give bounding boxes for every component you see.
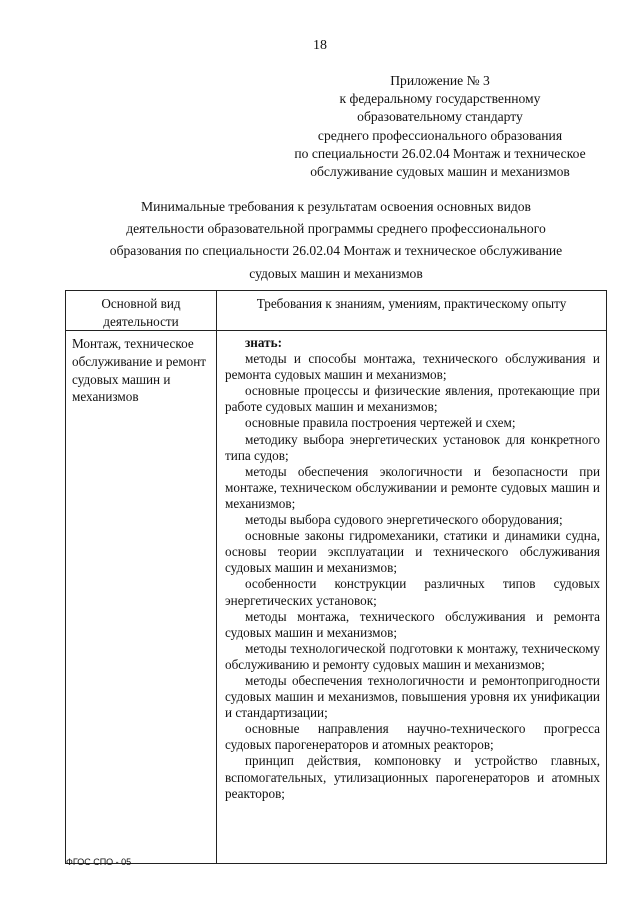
knowledge-item: основные законы гидромеханики, статики и динамики судна, основы теории эксплуатации и технического обслуживания судовых машин и механизмов; <box>225 528 600 576</box>
knowledge-item: методы технологической подготовки к монтажу, техническому обслуживанию и ремонту судовых машин и механизмов; <box>225 640 600 672</box>
knowledge-list <box>217 331 606 802</box>
page-number: 18 <box>313 38 327 53</box>
knowledge-item: методы и способы монтажа, технического обслуживания и ремонта судовых машин и механизмов; <box>225 351 600 383</box>
table-row <box>66 331 607 864</box>
knowledge-item: методы монтажа, технического обслуживания и ремонта судовых машин и механизмов; <box>225 608 600 640</box>
knowledge-item: методы обеспечения экологичности и безопасности при монтаже, техническом обслуживании и ремонте судовых машин и механизмов; <box>225 463 600 511</box>
appendix-line: образовательному стандарту <box>357 109 523 125</box>
appendix-line: обслуживание судовых машин и механизмов <box>310 164 570 180</box>
knowledge-item: методы обеспечения технологичности и ремонтопригодности судовых машин и механизмов, повышения уровня их унификации и стандартизации; <box>225 672 600 721</box>
activity-cell: Монтаж, техническое обслуживание и ремонт судовых машин и механизмов <box>66 331 217 864</box>
footer-code: ФГОС СПО - 05 <box>66 857 132 867</box>
appendix-line: по специальности 26.02.04 Монтаж и техническое <box>294 145 586 161</box>
knowledge-item: особенности конструкции различных типов судовых энергетических установок; <box>225 576 600 608</box>
appendix-line: к федеральному государственному <box>339 91 541 107</box>
knowledge-item: методику выбора энергетических установок для конкретного типа судов; <box>225 431 600 463</box>
knowledge-item: основные процессы и физические явления, протекающие при работе судовых машин и механизмов; <box>225 383 600 415</box>
requirements-table <box>65 290 607 864</box>
know-label: знать: <box>245 335 282 350</box>
table-header-row <box>66 291 607 331</box>
title-line: деятельности образовательной программы среднего профессионального <box>126 221 546 237</box>
knowledge-item: основные правила построения чертежей и схем; <box>245 415 516 431</box>
knowledge-item: принцип действия, компоновку и устройство главных, вспомогательных, утилизационных парогенераторов и атомных реакторов; <box>225 753 600 801</box>
requirements-cell <box>217 331 607 864</box>
appendix-line: Приложение № 3 <box>390 73 490 88</box>
appendix-line: среднего профессионального образования <box>317 127 563 143</box>
title-line: судовых машин и механизмов <box>249 265 423 281</box>
header-activity: Основной вид деятельности <box>66 291 217 331</box>
knowledge-item: методы выбора судового энергетического оборудования; <box>245 512 563 528</box>
appendix-header <box>250 72 630 181</box>
knowledge-item: основные направления научно-технического прогресса судовых парогенераторов и атомных реакторов; <box>225 721 600 753</box>
title-line: образования по специальности 26.02.04 Монтаж и техническое обслуживание <box>109 243 563 259</box>
document-title <box>56 196 616 285</box>
header-requirements: Требования к знаниям, умениям, практическому опыту <box>217 291 607 331</box>
title-line: Минимальные требования к результатам освоения основных видов <box>141 199 531 214</box>
